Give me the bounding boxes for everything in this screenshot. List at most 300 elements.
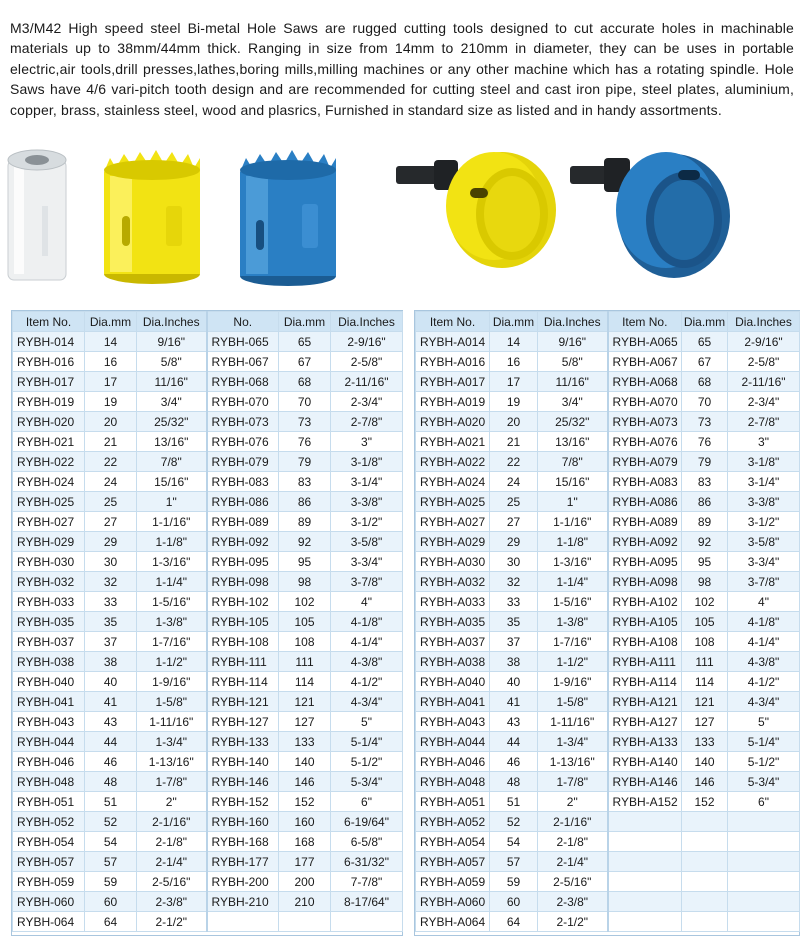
table-cell: 5-1/4" — [331, 732, 403, 752]
table-cell: 1-3/8" — [137, 612, 207, 632]
table-row — [13, 532, 403, 552]
table-cell: 5/8" — [137, 352, 207, 372]
table-cell: RYBH-A095 — [608, 552, 682, 572]
table-cell: 140 — [682, 752, 728, 772]
table-cell: RYBH-095 — [207, 552, 279, 572]
table-cell: 44 — [85, 732, 137, 752]
table-row — [416, 452, 800, 472]
table-cell: RYBH-146 — [207, 772, 279, 792]
table-cell: 24 — [85, 472, 137, 492]
table-cell: 160 — [279, 812, 331, 832]
table-cell: RYBH-A035 — [416, 612, 490, 632]
table-row — [13, 812, 403, 832]
table-cell: 13/16" — [137, 432, 207, 452]
table-cell: 3-1/2" — [331, 512, 403, 532]
table-cell: 3-3/8" — [728, 492, 800, 512]
table-cell: RYBH-168 — [207, 832, 279, 852]
table-cell: 3" — [331, 432, 403, 452]
table-cell: 38 — [85, 652, 137, 672]
table-cell: RYBH-068 — [207, 372, 279, 392]
table-cell: 1-11/16" — [137, 712, 207, 732]
table-cell — [728, 912, 800, 932]
table-cell: RYBH-177 — [207, 852, 279, 872]
table-cell: 1-3/8" — [538, 612, 608, 632]
table-cell: 70 — [682, 392, 728, 412]
table-cell: 4-1/4" — [728, 632, 800, 652]
table-row — [13, 712, 403, 732]
table-cell: RYBH-108 — [207, 632, 279, 652]
table-cell: 1-3/16" — [137, 552, 207, 572]
table-row — [416, 552, 800, 572]
table-cell: 1-13/16" — [538, 752, 608, 772]
table-cell: 200 — [279, 872, 331, 892]
table-row — [416, 512, 800, 532]
col-header: Dia.mm — [85, 312, 137, 332]
table-cell: 1" — [137, 492, 207, 512]
table-cell: RYBH-A098 — [608, 572, 682, 592]
table-row — [13, 472, 403, 492]
table-cell: RYBH-089 — [207, 512, 279, 532]
table-cell — [608, 912, 682, 932]
table-cell: RYBH-052 — [13, 812, 85, 832]
product-photos — [0, 138, 800, 298]
table-cell: 76 — [279, 432, 331, 452]
table-cell: 67 — [682, 352, 728, 372]
table-cell: 2-9/16" — [331, 332, 403, 352]
table-cell: 25/32" — [137, 412, 207, 432]
table-cell: 70 — [279, 392, 331, 412]
table-cell: 2-1/2" — [137, 912, 207, 932]
table-cell: 111 — [682, 652, 728, 672]
table-cell: 2-3/4" — [728, 392, 800, 412]
table-cell: RYBH-A057 — [416, 852, 490, 872]
table-cell: 2-9/16" — [728, 332, 800, 352]
table-row — [13, 892, 403, 912]
col-header: Dia.mm — [490, 312, 538, 332]
table-cell: 1-1/4" — [538, 572, 608, 592]
table-cell: 52 — [490, 812, 538, 832]
table-cell — [608, 832, 682, 852]
table-cell: RYBH-A041 — [416, 692, 490, 712]
table-cell: 4-3/4" — [728, 692, 800, 712]
table-cell: 1-7/16" — [538, 632, 608, 652]
table-cell: 54 — [490, 832, 538, 852]
table-cell: 3-1/2" — [728, 512, 800, 532]
table-cell: RYBH-A038 — [416, 652, 490, 672]
table-cell: 30 — [490, 552, 538, 572]
table-cell: RYBH-A073 — [608, 412, 682, 432]
table-cell — [728, 852, 800, 872]
table-cell: 6-5/8" — [331, 832, 403, 852]
table-cell: RYBH-A016 — [416, 352, 490, 372]
table-row — [13, 772, 403, 792]
table-cell: 2-1/16" — [538, 812, 608, 832]
table-cell: 13/16" — [538, 432, 608, 452]
col-header: Dia.Inches — [331, 312, 403, 332]
table-row — [416, 392, 800, 412]
table-row — [13, 732, 403, 752]
table-row — [416, 472, 800, 492]
table-cell — [682, 832, 728, 852]
table-cell: 2-1/8" — [137, 832, 207, 852]
table-cell: RYBH-067 — [207, 352, 279, 372]
table-cell: 52 — [85, 812, 137, 832]
table-cell: 3/4" — [538, 392, 608, 412]
table-cell: 3-5/8" — [728, 532, 800, 552]
table-row — [13, 692, 403, 712]
table-cell: 2-3/8" — [137, 892, 207, 912]
table-cell: RYBH-A021 — [416, 432, 490, 452]
table-row — [13, 332, 403, 352]
table-row — [13, 552, 403, 572]
table-cell: RYBH-114 — [207, 672, 279, 692]
table-cell: 2-1/8" — [538, 832, 608, 852]
table-cell: 51 — [85, 792, 137, 812]
table-row — [13, 412, 403, 432]
table-cell: RYBH-A027 — [416, 512, 490, 532]
table-cell: 32 — [85, 572, 137, 592]
table-cell: 22 — [85, 452, 137, 472]
table-cell — [207, 912, 279, 932]
table-cell: 21 — [85, 432, 137, 452]
table-cell: 4" — [331, 592, 403, 612]
table-cell: RYBH-A146 — [608, 772, 682, 792]
col-header: Dia.mm — [682, 312, 728, 332]
table-cell: 4-3/8" — [331, 652, 403, 672]
table-cell: RYBH-A083 — [608, 472, 682, 492]
table-cell: 140 — [279, 752, 331, 772]
table-cell: 7-7/8" — [331, 872, 403, 892]
table-cell: 3-3/4" — [728, 552, 800, 572]
table-cell: RYBH-037 — [13, 632, 85, 652]
table-cell: 30 — [85, 552, 137, 572]
left-spec-table — [12, 311, 403, 932]
table-cell: 2" — [538, 792, 608, 812]
table-cell: 68 — [279, 372, 331, 392]
table-cell: RYBH-017 — [13, 372, 85, 392]
table-cell: 92 — [279, 532, 331, 552]
table-cell: 29 — [85, 532, 137, 552]
table-cell: 6-19/64" — [331, 812, 403, 832]
table-cell — [682, 892, 728, 912]
table-row — [416, 852, 800, 872]
table-cell: 83 — [279, 472, 331, 492]
table-cell: 57 — [490, 852, 538, 872]
table-row — [416, 812, 800, 832]
table-cell: RYBH-059 — [13, 872, 85, 892]
table-row — [416, 732, 800, 752]
table-cell: 1-7/16" — [137, 632, 207, 652]
table-cell: RYBH-092 — [207, 532, 279, 552]
table-row — [416, 352, 800, 372]
table-row — [416, 892, 800, 912]
table-cell: 60 — [85, 892, 137, 912]
table-cell: 20 — [85, 412, 137, 432]
table-cell: RYBH-A046 — [416, 752, 490, 772]
table-cell: 21 — [490, 432, 538, 452]
table-cell: RYBH-073 — [207, 412, 279, 432]
table-cell: 86 — [279, 492, 331, 512]
table-cell: RYBH-030 — [13, 552, 85, 572]
table-cell: RYBH-043 — [13, 712, 85, 732]
table-row — [13, 592, 403, 612]
table-cell: RYBH-A043 — [416, 712, 490, 732]
table-cell: 102 — [279, 592, 331, 612]
table-cell: 2-5/16" — [538, 872, 608, 892]
table-cell: 46 — [85, 752, 137, 772]
table-cell: 2-11/16" — [331, 372, 403, 392]
table-cell — [728, 892, 800, 912]
table-cell: 4-1/2" — [728, 672, 800, 692]
table-cell: 98 — [279, 572, 331, 592]
table-cell: 3" — [728, 432, 800, 452]
table-cell — [728, 872, 800, 892]
table-cell: 4-1/2" — [331, 672, 403, 692]
table-row — [13, 492, 403, 512]
table-cell: RYBH-A086 — [608, 492, 682, 512]
table-cell: 1-1/2" — [538, 652, 608, 672]
table-cell: 121 — [279, 692, 331, 712]
table-cell — [682, 912, 728, 932]
table-cell: RYBH-086 — [207, 492, 279, 512]
table-cell: RYBH-A030 — [416, 552, 490, 572]
table-cell: 4" — [728, 592, 800, 612]
table-cell: 35 — [85, 612, 137, 632]
table-cell: 7/8" — [538, 452, 608, 472]
table-cell: 9/16" — [137, 332, 207, 352]
table-cell: RYBH-A114 — [608, 672, 682, 692]
table-cell: 37 — [85, 632, 137, 652]
table-cell: RYBH-152 — [207, 792, 279, 812]
table-cell — [608, 812, 682, 832]
table-cell: 3-7/8" — [728, 572, 800, 592]
table-cell: 2-1/2" — [538, 912, 608, 932]
table-cell: 14 — [85, 332, 137, 352]
table-cell: RYBH-A079 — [608, 452, 682, 472]
table-cell: 210 — [279, 892, 331, 912]
table-row — [13, 452, 403, 472]
table-row — [13, 852, 403, 872]
table-cell: RYBH-200 — [207, 872, 279, 892]
table-cell: RYBH-A076 — [608, 432, 682, 452]
table-cell: 27 — [490, 512, 538, 532]
table-cell: 57 — [85, 852, 137, 872]
table-cell: 89 — [682, 512, 728, 532]
table-cell: 2-7/8" — [331, 412, 403, 432]
table-cell: 146 — [279, 772, 331, 792]
table-cell: RYBH-A152 — [608, 792, 682, 812]
table-cell: RYBH-A054 — [416, 832, 490, 852]
table-cell: 41 — [85, 692, 137, 712]
table-cell: 46 — [490, 752, 538, 772]
table-cell: 4-1/8" — [728, 612, 800, 632]
table-cell: RYBH-054 — [13, 832, 85, 852]
table-cell: RYBH-038 — [13, 652, 85, 672]
table-row — [416, 332, 800, 352]
table-cell: 1-5/8" — [538, 692, 608, 712]
table-cell: 133 — [279, 732, 331, 752]
table-cell: RYBH-021 — [13, 432, 85, 452]
table-cell: RYBH-016 — [13, 352, 85, 372]
table-cell: RYBH-020 — [13, 412, 85, 432]
table-cell: 8-17/64" — [331, 892, 403, 912]
table-cell: RYBH-A019 — [416, 392, 490, 412]
table-cell: 79 — [682, 452, 728, 472]
table-cell: RYBH-070 — [207, 392, 279, 412]
table-cell: 1" — [538, 492, 608, 512]
table-cell: RYBH-160 — [207, 812, 279, 832]
table-row — [416, 432, 800, 452]
table-cell: RYBH-A064 — [416, 912, 490, 932]
table-cell: RYBH-A068 — [608, 372, 682, 392]
table-cell: RYBH-025 — [13, 492, 85, 512]
table-row — [13, 752, 403, 772]
table-cell: 11/16" — [137, 372, 207, 392]
yellow-hole-saw-image — [96, 146, 208, 286]
table-cell: 108 — [682, 632, 728, 652]
table-cell: RYBH-A052 — [416, 812, 490, 832]
table-cell: RYBH-A044 — [416, 732, 490, 752]
table-cell: 1-9/16" — [137, 672, 207, 692]
col-header: Dia.Inches — [137, 312, 207, 332]
table-cell: 73 — [682, 412, 728, 432]
table-row — [416, 832, 800, 852]
table-cell: 68 — [682, 372, 728, 392]
table-cell: 5-1/4" — [728, 732, 800, 752]
table-cell: 2-5/16" — [137, 872, 207, 892]
table-cell: 152 — [682, 792, 728, 812]
table-cell: RYBH-029 — [13, 532, 85, 552]
table-cell: 1-9/16" — [538, 672, 608, 692]
table-cell: 5/8" — [538, 352, 608, 372]
table-cell: RYBH-014 — [13, 332, 85, 352]
table-cell: RYBH-041 — [13, 692, 85, 712]
table-cell — [682, 812, 728, 832]
table-row — [416, 532, 800, 552]
table-cell: 1-1/16" — [137, 512, 207, 532]
table-row — [416, 672, 800, 692]
table-cell: RYBH-A111 — [608, 652, 682, 672]
table-cell — [608, 892, 682, 912]
table-cell: 15/16" — [538, 472, 608, 492]
table-cell: 102 — [682, 592, 728, 612]
table-row — [416, 612, 800, 632]
table-cell: 152 — [279, 792, 331, 812]
table-row — [13, 792, 403, 812]
table-cell: 2-1/4" — [538, 852, 608, 872]
table-cell: 14 — [490, 332, 538, 352]
table-cell: 1-1/4" — [137, 572, 207, 592]
table-cell: 3-1/8" — [331, 452, 403, 472]
table-cell: 48 — [85, 772, 137, 792]
table-cell: 1-5/8" — [137, 692, 207, 712]
col-header: No. — [207, 312, 279, 332]
table-cell: 54 — [85, 832, 137, 852]
table-row — [416, 792, 800, 812]
table-cell: RYBH-076 — [207, 432, 279, 452]
table-cell: RYBH-102 — [207, 592, 279, 612]
table-cell: RYBH-019 — [13, 392, 85, 412]
table-cell — [608, 852, 682, 872]
table-cell: 19 — [490, 392, 538, 412]
table-row — [13, 872, 403, 892]
table-row — [416, 772, 800, 792]
table-cell: 51 — [490, 792, 538, 812]
table-cell: 1-1/8" — [538, 532, 608, 552]
table-cell: RYBH-033 — [13, 592, 85, 612]
table-cell: RYBH-127 — [207, 712, 279, 732]
table-cell: 3-5/8" — [331, 532, 403, 552]
table-cell: 108 — [279, 632, 331, 652]
table-cell: 44 — [490, 732, 538, 752]
table-cell: RYBH-024 — [13, 472, 85, 492]
table-cell: 41 — [490, 692, 538, 712]
table-cell: 60 — [490, 892, 538, 912]
table-row — [13, 512, 403, 532]
white-adapter-image — [4, 146, 70, 286]
table-row — [416, 372, 800, 392]
table-cell: RYBH-A025 — [416, 492, 490, 512]
table-cell: 2-1/4" — [137, 852, 207, 872]
table-cell: RYBH-A065 — [608, 332, 682, 352]
table-cell: RYBH-035 — [13, 612, 85, 632]
table-cell: RYBH-A024 — [416, 472, 490, 492]
table-row — [13, 432, 403, 452]
table-cell: 127 — [279, 712, 331, 732]
table-cell: 9/16" — [538, 332, 608, 352]
table-cell: RYBH-A060 — [416, 892, 490, 912]
table-cell: 6" — [728, 792, 800, 812]
table-cell — [331, 912, 403, 932]
table-row — [416, 632, 800, 652]
table-cell: RYBH-A040 — [416, 672, 490, 692]
table-cell: 64 — [85, 912, 137, 932]
table-cell: RYBH-105 — [207, 612, 279, 632]
table-cell — [608, 872, 682, 892]
table-cell: 1-7/8" — [137, 772, 207, 792]
table-cell: 2-3/8" — [538, 892, 608, 912]
table-cell: RYBH-032 — [13, 572, 85, 592]
table-cell: 16 — [490, 352, 538, 372]
col-header: Item No. — [608, 312, 682, 332]
table-cell: 3-3/4" — [331, 552, 403, 572]
table-cell: 1-1/2" — [137, 652, 207, 672]
col-header: Dia.mm — [279, 312, 331, 332]
table-cell: 5-3/4" — [331, 772, 403, 792]
table-cell: 7/8" — [137, 452, 207, 472]
table-row — [13, 612, 403, 632]
table-cell: 1-3/16" — [538, 552, 608, 572]
table-row — [13, 352, 403, 372]
table-cell: 2" — [137, 792, 207, 812]
table-cell: 1-5/16" — [538, 592, 608, 612]
table-cell: 65 — [682, 332, 728, 352]
table-row — [13, 652, 403, 672]
table-cell: RYBH-079 — [207, 452, 279, 472]
table-cell: RYBH-111 — [207, 652, 279, 672]
table-row — [416, 752, 800, 772]
table-cell: 1-11/16" — [538, 712, 608, 732]
table-row — [416, 572, 800, 592]
table-cell: RYBH-022 — [13, 452, 85, 472]
table-cell: 3-3/8" — [331, 492, 403, 512]
table-cell: 22 — [490, 452, 538, 472]
table-cell: 168 — [279, 832, 331, 852]
yellow-saw-with-arbor-image — [394, 144, 560, 274]
table-cell: 105 — [682, 612, 728, 632]
table-cell: 127 — [682, 712, 728, 732]
table-cell: 2-1/16" — [137, 812, 207, 832]
